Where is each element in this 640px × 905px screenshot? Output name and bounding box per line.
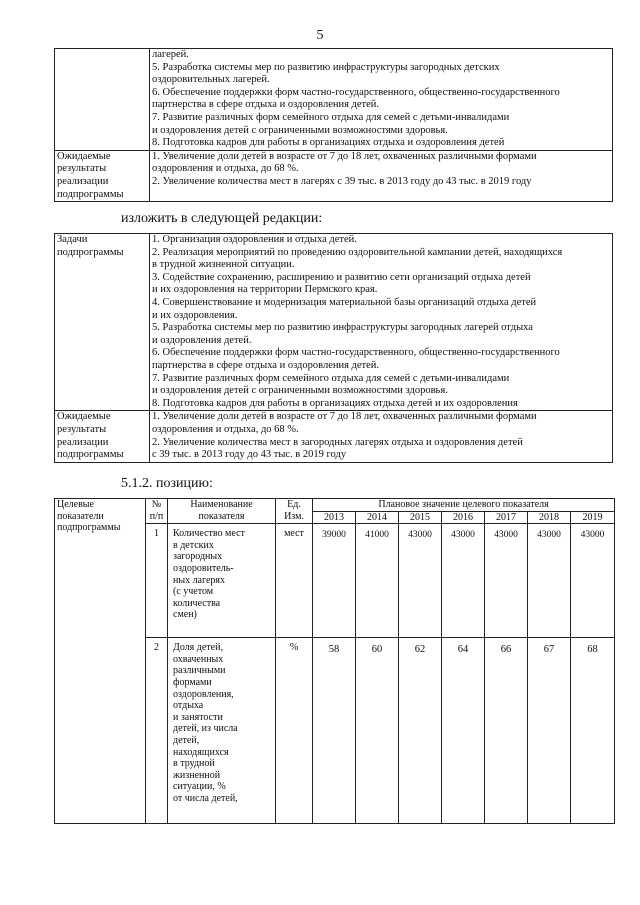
year-header: 2015 [399, 511, 442, 524]
value-cell: 41000 [356, 524, 399, 638]
page-number: 5 [316, 28, 324, 43]
heading-new-edition: изложить в следующей редакции: [121, 211, 323, 226]
col-header-planned: Плановое значение целевого показателя [313, 499, 615, 512]
value-cell: 62 [399, 638, 442, 824]
unit-cell: мест [276, 524, 313, 638]
value-cell: 43000 [485, 524, 528, 638]
col-header-name: Наименование показателя [168, 499, 276, 524]
tasks-label: Задачи подпрограммы [55, 234, 150, 411]
year-header: 2018 [528, 511, 571, 524]
results-text: 1. Увеличение доли детей в возрасте от 7 до 18 лет, охваченных различными формами оздоровления и отдыха, до 68 %. 2. Увеличение количества мест в загородных лагерях отдыха и оздоровления детей с 39 тыс. в 2013 году до 43 тыс. в 2019 году [150, 411, 613, 462]
label-cell-empty [55, 49, 150, 151]
table-row [55, 234, 613, 411]
value-cell: 43000 [571, 524, 615, 638]
table-row [55, 411, 613, 462]
year-header: 2013 [313, 511, 356, 524]
unit-cell: % [276, 638, 313, 824]
row-num: 2 [146, 638, 168, 824]
table-new-edition [54, 233, 613, 463]
value-cell: 60 [356, 638, 399, 824]
row-num: 1 [146, 524, 168, 638]
results-text: 1. Увеличение доли детей в возрасте от 7 до 18 лет, охваченных различными формами оздоровления и отдыха, до 68 %. 2. Увеличение количества мест в лагерях с 39 тыс. в 2013 году до 43 тыс. в 2019 году [150, 150, 613, 201]
results-label: Ожидаемые результаты реализации подпрограммы [55, 150, 150, 201]
tasks-text: 1. Организация оздоровления и отдыха детей. 2. Реализация мероприятий по проведению оздоровительной кампании детей, находящихся в трудной жизненной ситуации. 3. Содействие сохранению, расширению и развитию сети организаций отдыха детей и их оздоровления на территории Пермского края. 4. Совершенствование и модернизация материальной базы организаций отдыха детей и их оздоровления. 5. Разработка системы мер по развитию инфраструктуры загородных лагерей отдыха и оздоровления детей. 6. Обеспечение поддержки форм частно-государственного, общественно-государственного партнерства в сфере отдыха и оздоровления детей. 7. Развитие различных форм семейного отдыха для семей с детьми-инвалидами и оздоровления детей с ограниченными возможностями здоровья. 8. Подготовка кадров для работы в организациях отдыха детей и их оздоровления [150, 234, 613, 411]
value-cell: 66 [485, 638, 528, 824]
year-header: 2017 [485, 511, 528, 524]
value-cell: 58 [313, 638, 356, 824]
table-row [55, 49, 613, 151]
table-header-row [55, 499, 615, 512]
table-row [55, 150, 613, 201]
value-cell: 43000 [442, 524, 485, 638]
value-cell: 43000 [399, 524, 442, 638]
table-target-indicators [54, 498, 615, 824]
indicator-name: Количество мест в детских загородных оздоровитель- ных лагерях (с учетом количества смен) [168, 524, 276, 638]
value-cell: 43000 [528, 524, 571, 638]
target-indicators-label: Целевые показатели подпрограммы [55, 499, 146, 824]
value-cell: 67 [528, 638, 571, 824]
results-label: Ожидаемые результаты реализации подпрограммы [55, 411, 150, 462]
col-header-num: № п/п [146, 499, 168, 524]
col-header-unit: Ед. Изм. [276, 499, 313, 524]
heading-position: 5.1.2. позицию: [121, 476, 213, 491]
value-cell: 68 [571, 638, 615, 824]
table-previous-edition [54, 48, 613, 202]
value-cell: 64 [442, 638, 485, 824]
indicator-name: Доля детей, охваченных различными формами оздоровления, отдыха и занятости детей, из числа детей, находящихся в трудной жизненной ситуации, % от числа детей, [168, 638, 276, 824]
value-cell: 39000 [313, 524, 356, 638]
tasks-continuation: лагерей. 5. Разработка системы мер по развитию инфраструктуры загородных детских оздоровительных лагерей. 6. Обеспечение поддержки форм частно-государственного, общественно-государственного партнерства в сфере отдыха и оздоровления детей. 7. Развитие различных форм семейного отдыха для семей с детьми-инвалидами и оздоровления детей с ограниченными возможностями здоровья. 8. Подготовка кадров для работы в организациях отдыха и оздоровления детей [150, 49, 613, 151]
year-header: 2019 [571, 511, 615, 524]
year-header: 2014 [356, 511, 399, 524]
year-header: 2016 [442, 511, 485, 524]
